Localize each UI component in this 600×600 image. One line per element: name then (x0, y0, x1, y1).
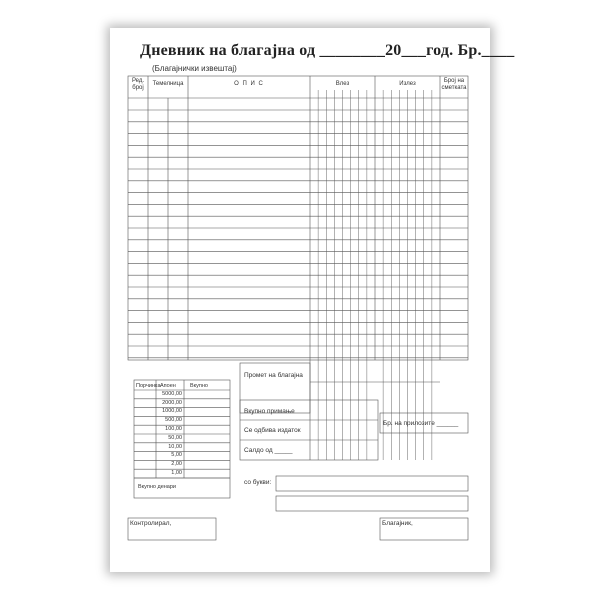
kontroliral-label: Контролирал, (130, 520, 172, 527)
col-header-vlez: Влез (335, 81, 350, 87)
col-header-temelnica: Темелница (152, 81, 184, 87)
denom-value: 50,00 (168, 434, 182, 441)
col-header-opis: О П И С (234, 81, 264, 87)
journal-subtitle: (Благајнички извештај) (152, 64, 237, 73)
blagajnik-label: Благајник, (382, 520, 413, 527)
denom-value: 2,00 (171, 461, 182, 468)
denom-value: 1,00 (171, 470, 182, 476)
denom-header-porchinka: Порчинка (136, 383, 161, 389)
saldo-label: Салдо од _____ (244, 447, 293, 454)
denom-total-label: Вкупно денари (138, 484, 176, 490)
col-header-izlez: Излез (399, 81, 416, 87)
denom-value: 10,00 (168, 443, 182, 450)
denom-value: 2000,00 (162, 399, 182, 406)
denom-header-apoen: Апоен (160, 383, 176, 389)
journal-title: Дневник на благајна од ________20___год. Бр.____ (140, 42, 515, 59)
se-odbiva-label: Се одбива издаток (244, 427, 301, 434)
denom-value: 100,00 (165, 426, 182, 432)
prilozi-label: Бр. на прилозите ______ (383, 420, 459, 427)
denom-value: 1000,00 (162, 408, 182, 415)
col-header-red-broj: Ред. број (131, 78, 145, 91)
vkupno-primanje-label: Вкупно примање (244, 408, 295, 415)
denom-header-vkupno: Вкупно (190, 383, 208, 389)
denom-value: 5000,00 (162, 390, 182, 397)
col-header-broj-smetka: Број на сметката (441, 78, 467, 91)
cash-journal-sheet (110, 28, 515, 572)
denom-value: 500,00 (165, 417, 182, 424)
promet-label: Промет на благајна (244, 372, 303, 379)
denom-value: 5,00 (171, 452, 182, 459)
form-grid-lines (110, 28, 490, 572)
so-bukvi-label: со букви: (244, 479, 272, 486)
